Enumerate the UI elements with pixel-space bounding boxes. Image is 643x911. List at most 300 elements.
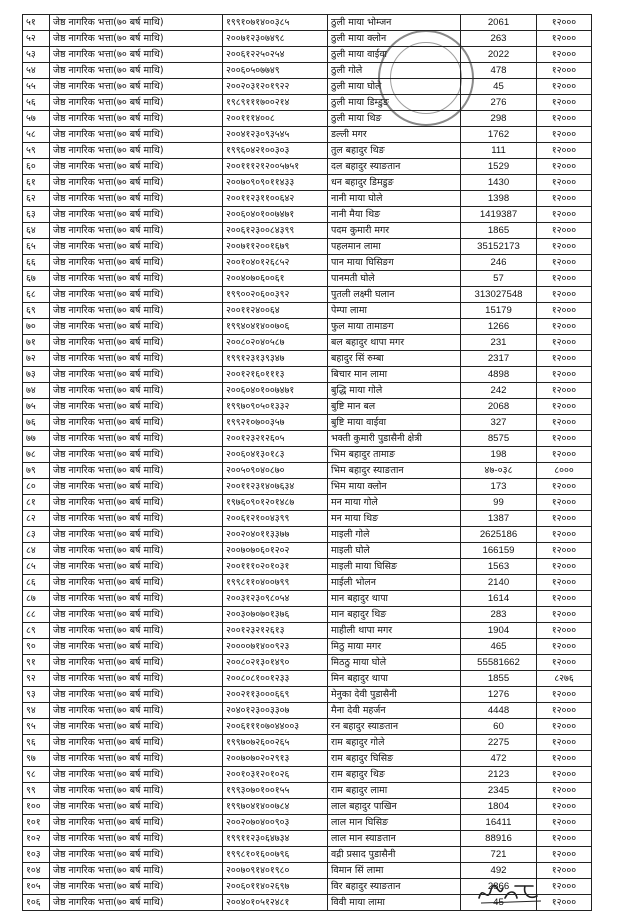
serial-number-cell: ५३ (23, 47, 50, 63)
account-number-cell: 45 (461, 79, 537, 95)
allowance-type-cell: जेष्ठ नागरिक भत्ता(७० बर्ष माथि) (50, 719, 223, 735)
allowance-amount-cell: १२००० (537, 495, 592, 511)
allowance-type-cell: जेष्ठ नागरिक भत्ता(७० बर्ष माथि) (50, 239, 223, 255)
serial-number-cell: ७७ (23, 431, 50, 447)
table-row (23, 831, 592, 847)
beneficiary-name-cell: नानी मैया थिङ (328, 207, 461, 223)
account-number-cell: 2123 (461, 767, 537, 783)
allowance-type-cell: जेष्ठ नागरिक भत्ता(७० बर्ष माथि) (50, 223, 223, 239)
serial-number-cell: ७४ (23, 383, 50, 399)
serial-number-cell: ६१ (23, 175, 50, 191)
beneficiary-name-cell: पानमती घोले (328, 271, 461, 287)
beneficiary-name-cell: पहलमान लामा (328, 239, 461, 255)
account-number-cell: 2068 (461, 399, 537, 415)
beneficiary-name-cell: विवी माया लामा (328, 895, 461, 911)
account-number-cell: 57 (461, 271, 537, 287)
allowance-amount-cell: १२००० (537, 527, 592, 543)
citizenship-number-cell: १९९६०४२१००३०३ (223, 143, 328, 159)
beneficiary-name-cell: भिम माया क्लोन (328, 479, 461, 495)
allowance-type-cell: जेष्ठ नागरिक भत्ता(७० बर्ष माथि) (50, 335, 223, 351)
citizenship-number-cell: २००७१२३०७४९८ (223, 31, 328, 47)
account-number-cell: 1398 (461, 191, 537, 207)
serial-number-cell: ९३ (23, 687, 50, 703)
citizenship-number-cell: २००६०४०१००७४७१ (223, 207, 328, 223)
serial-number-cell: १०४ (23, 863, 50, 879)
allowance-amount-cell: १२००० (537, 223, 592, 239)
serial-number-cell: ८६ (23, 575, 50, 591)
citizenship-number-cell: १९९११२३०६४७३४ (223, 831, 328, 847)
citizenship-number-cell: १९९१०७१४००३८५ (223, 15, 328, 31)
allowance-type-cell: जेष्ठ नागरिक भत्ता(७० बर्ष माथि) (50, 671, 223, 687)
allowance-type-cell: जेष्ठ नागरिक भत्ता(७० बर्ष माथि) (50, 607, 223, 623)
beneficiary-name-cell: ठुली माया घोले (328, 79, 461, 95)
allowance-amount-cell: १२००० (537, 591, 592, 607)
beneficiary-name-cell: भिम बहादुर स्याङतान (328, 463, 461, 479)
account-number-cell: 1904 (461, 623, 537, 639)
allowance-type-cell: जेष्ठ नागरिक भत्ता(७० बर्ष माथि) (50, 463, 223, 479)
serial-number-cell: ६२ (23, 191, 50, 207)
citizenship-number-cell: २००२०७०४००९०३ (223, 815, 328, 831)
citizenship-number-cell: २००००७१४००९२३ (223, 639, 328, 655)
citizenship-number-cell: २००२०३१२०१९२२ (223, 79, 328, 95)
beneficiary-name-cell: ठुली माया वाईवा (328, 47, 461, 63)
allowance-amount-cell: १२००० (537, 639, 592, 655)
table-row (23, 559, 592, 575)
serial-number-cell: १०० (23, 799, 50, 815)
beneficiary-name-cell: विर बहादुर स्याङतान (328, 879, 461, 895)
citizenship-number-cell: २००११२३१४०७६३४ (223, 479, 328, 495)
account-number-cell: 198 (461, 447, 537, 463)
allowance-type-cell: जेष्ठ नागरिक भत्ता(७० बर्ष माथि) (50, 431, 223, 447)
beneficiary-name-cell: डल्ली मगर (328, 127, 461, 143)
serial-number-cell: १०२ (23, 831, 50, 847)
serial-number-cell: ९० (23, 639, 50, 655)
account-number-cell: 1563 (461, 559, 537, 575)
serial-number-cell: ९७ (23, 751, 50, 767)
allowance-amount-cell: १२००० (537, 383, 592, 399)
beneficiary-name-cell: ठुली माया थिङ (328, 111, 461, 127)
account-number-cell: 2625186 (461, 527, 537, 543)
beneficiary-name-cell: ठुली माया भोम्जन (328, 15, 461, 31)
allowance-amount-cell: १२००० (537, 623, 592, 639)
serial-number-cell: ५२ (23, 31, 50, 47)
serial-number-cell: ६३ (23, 207, 50, 223)
serial-number-cell: १०३ (23, 847, 50, 863)
allowance-type-cell: जेष्ठ नागरिक भत्ता(७० बर्ष माथि) (50, 287, 223, 303)
account-number-cell: 2345 (461, 783, 537, 799)
allowance-amount-cell: १२००० (537, 399, 592, 415)
account-number-cell: 276 (461, 95, 537, 111)
table-row (23, 143, 592, 159)
allowance-type-cell: जेष्ठ नागरिक भत्ता(७० बर्ष माथि) (50, 175, 223, 191)
table-row (23, 687, 592, 703)
citizenship-number-cell: २००१११२१२००५७५१ (223, 159, 328, 175)
citizenship-number-cell: २००८०२१३०१४९० (223, 655, 328, 671)
allowance-amount-cell: १२००० (537, 863, 592, 879)
beneficiary-name-cell: लाल बहादुर पाखिन (328, 799, 461, 815)
serial-number-cell: ८९ (23, 623, 50, 639)
beneficiary-name-cell: बिचार मान लामा (328, 367, 461, 383)
allowance-amount-cell: १२००० (537, 255, 592, 271)
table-row (23, 207, 592, 223)
allowance-type-cell: जेष्ठ नागरिक भत्ता(७० बर्ष माथि) (50, 687, 223, 703)
citizenship-number-cell: २००३१२३०९८०५४ (223, 591, 328, 607)
account-number-cell: 283 (461, 607, 537, 623)
table-row (23, 847, 592, 863)
citizenship-number-cell: २००८०२०४०५८७ (223, 335, 328, 351)
allowance-amount-cell: १२००० (537, 303, 592, 319)
citizenship-number-cell: २००११२३११००६४२ (223, 191, 328, 207)
citizenship-number-cell: १९९७०४१४००७८४ (223, 799, 328, 815)
allowance-amount-cell: १२००० (537, 319, 592, 335)
beneficiary-name-cell: माइली घोले (328, 543, 461, 559)
allowance-type-cell: जेष्ठ नागरिक भत्ता(७० बर्ष माथि) (50, 31, 223, 47)
table-row (23, 447, 592, 463)
table-row (23, 463, 592, 479)
table-row (23, 639, 592, 655)
table-row (23, 623, 592, 639)
citizenship-number-cell: १९९८११०४००७९९ (223, 575, 328, 591)
beneficiary-name-cell: पुतली लक्ष्मी घलान (328, 287, 461, 303)
allowance-type-cell: जेष्ठ नागरिक भत्ता(७० बर्ष माथि) (50, 415, 223, 431)
allowance-amount-cell: १२००० (537, 735, 592, 751)
beneficiary-name-cell: बल बहादुर थापा मगर (328, 335, 461, 351)
allowance-type-cell: जेष्ठ नागरिक भत्ता(७० बर्ष माथि) (50, 111, 223, 127)
table-row (23, 239, 592, 255)
allowance-type-cell: जेष्ठ नागरिक भत्ता(७० बर्ष माथि) (50, 639, 223, 655)
allowance-type-cell: जेष्ठ नागरिक भत्ता(७० बर्ष माथि) (50, 383, 223, 399)
account-number-cell: 478 (461, 63, 537, 79)
beneficiary-name-cell: धन बहादुर डिमडुङ (328, 175, 461, 191)
allowance-amount-cell: ८००० (537, 463, 592, 479)
allowance-amount-cell: १२००० (537, 367, 592, 383)
beneficiary-name-cell: भिम बहादुर तामाङ (328, 447, 461, 463)
serial-number-cell: ६० (23, 159, 50, 175)
beneficiary-name-cell: बुद्धि माया गोले (328, 383, 461, 399)
allowance-amount-cell: १२००० (537, 207, 592, 223)
allowance-amount-cell: १२००० (537, 655, 592, 671)
allowance-amount-cell: १२००० (537, 687, 592, 703)
allowance-type-cell: जेष्ठ नागरिक भत्ता(७० बर्ष माथि) (50, 79, 223, 95)
table-row (23, 63, 592, 79)
beneficiary-name-cell: मिन बहादुर थापा (328, 671, 461, 687)
allowance-amount-cell: १२००० (537, 783, 592, 799)
serial-number-cell: ९४ (23, 703, 50, 719)
allowance-type-cell: जेष्ठ नागरिक भत्ता(७० बर्ष माथि) (50, 703, 223, 719)
allowance-amount-cell: १२००० (537, 191, 592, 207)
citizenship-number-cell: २००११२४००६४ (223, 303, 328, 319)
allowance-type-cell: जेष्ठ नागरिक भत्ता(७० बर्ष माथि) (50, 351, 223, 367)
allowance-amount-cell: १२००० (537, 479, 592, 495)
allowance-amount-cell: १२००० (537, 447, 592, 463)
table-row (23, 335, 592, 351)
allowance-type-cell: जेष्ठ नागरिक भत्ता(७० बर्ष माथि) (50, 527, 223, 543)
allowance-type-cell: जेष्ठ नागरिक भत्ता(७० बर्ष माथि) (50, 319, 223, 335)
table-row (23, 479, 592, 495)
allowance-type-cell: जेष्ठ नागरिक भत्ता(७० बर्ष माथि) (50, 159, 223, 175)
table-row (23, 287, 592, 303)
allowance-type-cell: जेष्ठ नागरिक भत्ता(७० बर्ष माथि) (50, 895, 223, 911)
serial-number-cell: ९९ (23, 783, 50, 799)
beneficiary-name-cell: लाल मान घिसिङ (328, 815, 461, 831)
allowance-type-cell: जेष्ठ नागरिक भत्ता(७० बर्ष माथि) (50, 751, 223, 767)
citizenship-number-cell: २००६१११०७०४४००३ (223, 719, 328, 735)
allowance-type-cell: जेष्ठ नागरिक भत्ता(७० बर्ष माथि) (50, 863, 223, 879)
beneficiary-name-cell: मन माया थिङ (328, 511, 461, 527)
table-row (23, 527, 592, 543)
citizenship-number-cell: २००१०४०१२६८५२ (223, 255, 328, 271)
allowance-amount-cell: १२००० (537, 767, 592, 783)
citizenship-number-cell: २००६०४०१००७४७१ (223, 383, 328, 399)
citizenship-number-cell: १९९३०७०१००१५५ (223, 783, 328, 799)
table-row (23, 511, 592, 527)
table-row (23, 783, 592, 799)
allowance-type-cell: जेष्ठ नागरिक भत्ता(७० बर्ष माथि) (50, 207, 223, 223)
allowance-amount-cell: १२००० (537, 879, 592, 895)
citizenship-number-cell: २००४०७०६००६१ (223, 271, 328, 287)
account-number-cell: 1804 (461, 799, 537, 815)
allowance-type-cell: जेष्ठ नागरिक भत्ता(७० बर्ष माथि) (50, 47, 223, 63)
citizenship-number-cell: २००७०७०२०२९१३ (223, 751, 328, 767)
beneficiary-name-cell: बुष्टि माया वाईवा (328, 415, 461, 431)
allowance-amount-cell: १२००० (537, 159, 592, 175)
allowance-type-cell: जेष्ठ नागरिक भत्ता(७० बर्ष माथि) (50, 15, 223, 31)
table-row (23, 191, 592, 207)
serial-number-cell: ६७ (23, 271, 50, 287)
allowance-amount-cell: १२००० (537, 287, 592, 303)
citizenship-number-cell: १९८९१११७००२१४ (223, 95, 328, 111)
citizenship-number-cell: २००८०८१००१२३३ (223, 671, 328, 687)
beneficiary-name-cell: दल बहादुर स्याङतान (328, 159, 461, 175)
beneficiary-name-cell: मान बहादुर थिङ (328, 607, 461, 623)
account-number-cell: 45 (461, 895, 537, 911)
account-number-cell: 15179 (461, 303, 537, 319)
beneficiary-name-cell: पदम कुमारी मगर (328, 223, 461, 239)
allowance-amount-cell: १२००० (537, 847, 592, 863)
beneficiary-name-cell: राम बहादुर घिसिङ (328, 751, 461, 767)
account-number-cell: 55581662 (461, 655, 537, 671)
account-number-cell: 263 (461, 31, 537, 47)
citizenship-number-cell: २००७११२००१६७९ (223, 239, 328, 255)
allowance-type-cell: जेष्ठ नागरिक भत्ता(७० बर्ष माथि) (50, 63, 223, 79)
table-row (23, 175, 592, 191)
table-row (23, 591, 592, 607)
table-row (23, 223, 592, 239)
account-number-cell: 1762 (461, 127, 537, 143)
account-number-cell: 1529 (461, 159, 537, 175)
citizenship-number-cell: १९९७०९०५०१३३२ (223, 399, 328, 415)
serial-number-cell: ८८ (23, 607, 50, 623)
allowance-type-cell: जेष्ठ नागरिक भत्ता(७० बर्ष माथि) (50, 191, 223, 207)
allowance-amount-cell: १२००० (537, 127, 592, 143)
citizenship-number-cell: २००३०७०७०१३७६ (223, 607, 328, 623)
citizenship-number-cell: १९७६०९०१२०१४८७ (223, 495, 328, 511)
account-number-cell: 173 (461, 479, 537, 495)
account-number-cell: 2061 (461, 15, 537, 31)
beneficiary-name-cell: मैना देवी महर्जन (328, 703, 461, 719)
allowance-amount-cell: १२००० (537, 415, 592, 431)
account-number-cell: 4448 (461, 703, 537, 719)
allowance-type-cell: जेष्ठ नागरिक भत्ता(७० बर्ष माथि) (50, 303, 223, 319)
citizenship-number-cell: २००६०५०७७४९ (223, 63, 328, 79)
allowance-amount-cell: १२००० (537, 63, 592, 79)
beneficiary-name-cell: माइली गोले (328, 527, 461, 543)
beneficiary-name-cell: ठुली गोले (328, 63, 461, 79)
beneficiary-name-cell: तुल बहादुर थिङ (328, 143, 461, 159)
table-row (23, 319, 592, 335)
table-row (23, 799, 592, 815)
serial-number-cell: ९१ (23, 655, 50, 671)
beneficiary-name-cell: मन माया गोले (328, 495, 461, 511)
citizenship-number-cell: २००१२१६०१११३ (223, 367, 328, 383)
citizenship-number-cell: २००१११०२०१०३१ (223, 559, 328, 575)
allowance-amount-cell: १२००० (537, 335, 592, 351)
serial-number-cell: ८५ (23, 559, 50, 575)
serial-number-cell: ५७ (23, 111, 50, 127)
citizenship-number-cell: १९९१२३१३९३४७ (223, 351, 328, 367)
allowance-amount-cell: १२००० (537, 95, 592, 111)
allowance-type-cell: जेष्ठ नागरिक भत्ता(७० बर्ष माथि) (50, 271, 223, 287)
allowance-amount-cell: १२००० (537, 575, 592, 591)
citizenship-number-cell: २००७०९१४०१९८० (223, 863, 328, 879)
serial-number-cell: ७० (23, 319, 50, 335)
allowance-amount-cell: १२००० (537, 431, 592, 447)
account-number-cell: 231 (461, 335, 537, 351)
allowance-type-cell: जेष्ठ नागरिक भत्ता(७० बर्ष माथि) (50, 831, 223, 847)
account-number-cell: 1865 (461, 223, 537, 239)
serial-number-cell: ५५ (23, 79, 50, 95)
account-number-cell: 298 (461, 111, 537, 127)
table-row (23, 255, 592, 271)
table-row (23, 815, 592, 831)
table-row (23, 383, 592, 399)
account-number-cell: 2317 (461, 351, 537, 367)
account-number-cell: 1276 (461, 687, 537, 703)
account-number-cell: 242 (461, 383, 537, 399)
serial-number-cell: १०१ (23, 815, 50, 831)
beneficiary-name-cell: वद्री प्रसाद पुडासैनी (328, 847, 461, 863)
citizenship-number-cell: २००६०११४०२६९७ (223, 879, 328, 895)
citizenship-number-cell: २००२०४०११३३७७ (223, 527, 328, 543)
serial-number-cell: ९२ (23, 671, 50, 687)
serial-number-cell: १०५ (23, 879, 50, 895)
allowance-amount-cell: १२००० (537, 351, 592, 367)
beneficiary-name-cell: मिठठु माया घोले (328, 655, 461, 671)
serial-number-cell: ८० (23, 479, 50, 495)
table-row (23, 607, 592, 623)
citizenship-number-cell: २००७०९०९०११४३३ (223, 175, 328, 191)
serial-number-cell: ५६ (23, 95, 50, 111)
table-row (23, 303, 592, 319)
citizenship-number-cell: २००१११४००८ (223, 111, 328, 127)
account-number-cell: 246 (461, 255, 537, 271)
table-row (23, 31, 592, 47)
table-row (23, 95, 592, 111)
serial-number-cell: ८१ (23, 495, 50, 511)
serial-number-cell: ७३ (23, 367, 50, 383)
citizenship-number-cell: २००६१२२५०२५४ (223, 47, 328, 63)
serial-number-cell: ८३ (23, 527, 50, 543)
beneficiary-name-cell: विमान सिं लामा (328, 863, 461, 879)
table-row (23, 79, 592, 95)
allowance-type-cell: जेष्ठ नागरिक भत्ता(७० बर्ष माथि) (50, 447, 223, 463)
citizenship-number-cell: २००५०९०४०८७० (223, 463, 328, 479)
serial-number-cell: ७६ (23, 415, 50, 431)
allowance-amount-cell: १२००० (537, 79, 592, 95)
allowance-type-cell: जेष्ठ नागरिक भत्ता(७० बर्ष माथि) (50, 367, 223, 383)
allowance-type-cell: जेष्ठ नागरिक भत्ता(७० बर्ष माथि) (50, 847, 223, 863)
table-row (23, 719, 592, 735)
citizenship-number-cell: १९९८१०१६००७९६ (223, 847, 328, 863)
table-row (23, 271, 592, 287)
account-number-cell: ४७-०३८ (461, 463, 537, 479)
account-number-cell: 1419387 (461, 207, 537, 223)
allowance-type-cell: जेष्ठ नागरिक भत्ता(७० बर्ष माथि) (50, 815, 223, 831)
allowance-amount-cell: १२००० (537, 751, 592, 767)
account-number-cell: 1387 (461, 511, 537, 527)
allowance-amount-cell: १२००० (537, 143, 592, 159)
office-seal-stamp (378, 30, 474, 126)
account-number-cell: 111 (461, 143, 537, 159)
serial-number-cell: ६८ (23, 287, 50, 303)
citizenship-number-cell: २००४१२३०९३५४५ (223, 127, 328, 143)
table-row (23, 47, 592, 63)
account-number-cell: 1614 (461, 591, 537, 607)
allowance-amount-cell: १२००० (537, 511, 592, 527)
table-row (23, 863, 592, 879)
beneficiary-name-cell: पान माया घिसिङग (328, 255, 461, 271)
beneficiary-name-cell: ठुली माया डिम्डुङ (328, 95, 461, 111)
account-number-cell: 2275 (461, 735, 537, 751)
account-number-cell: 8575 (461, 431, 537, 447)
allowance-type-cell: जेष्ठ नागरिक भत्ता(७० बर्ष माथि) (50, 655, 223, 671)
serial-number-cell: ७९ (23, 463, 50, 479)
table-row (23, 431, 592, 447)
allowance-type-cell: जेष्ठ नागरिक भत्ता(७० बर्ष माथि) (50, 767, 223, 783)
beneficiary-name-cell: फुल माया तामाङग (328, 319, 461, 335)
allowance-type-cell: जेष्ठ नागरिक भत्ता(७० बर्ष माथि) (50, 511, 223, 527)
beneficiary-name-cell: मिठु माया मगर (328, 639, 461, 655)
citizenship-number-cell: २००२११३०००६६९ (223, 687, 328, 703)
serial-number-cell: ६६ (23, 255, 50, 271)
allowance-amount-cell: १२००० (537, 31, 592, 47)
beneficiary-name-cell: बुष्टि मान बल (328, 399, 461, 415)
serial-number-cell: ८२ (23, 511, 50, 527)
serial-number-cell: ९५ (23, 719, 50, 735)
citizenship-number-cell: २००७०७०६०१२०२ (223, 543, 328, 559)
table-row (23, 671, 592, 687)
allowance-type-cell: जेष्ठ नागरिक भत्ता(७० बर्ष माथि) (50, 879, 223, 895)
citizenship-number-cell: २००६०४१३०१८३ (223, 447, 328, 463)
table-row (23, 15, 592, 31)
allowance-type-cell: जेष्ठ नागरिक भत्ता(७० बर्ष माथि) (50, 543, 223, 559)
allowance-amount-cell: १२००० (537, 47, 592, 63)
allowance-type-cell: जेष्ठ नागरिक भत्ता(७० बर्ष माथि) (50, 127, 223, 143)
serial-number-cell: ६५ (23, 239, 50, 255)
table-row (23, 127, 592, 143)
allowance-amount-cell: १२००० (537, 559, 592, 575)
allowance-amount-cell: १२००० (537, 175, 592, 191)
account-number-cell: 1430 (461, 175, 537, 191)
table-row (23, 575, 592, 591)
account-number-cell: 99 (461, 495, 537, 511)
allowance-type-cell: जेष्ठ नागरिक भत्ता(७० बर्ष माथि) (50, 495, 223, 511)
beneficiary-name-cell: राम बहादुर लामा (328, 783, 461, 799)
serial-number-cell: ७१ (23, 335, 50, 351)
table-body (23, 15, 592, 911)
beneficiary-name-cell: रन बहादुर स्याङतान (328, 719, 461, 735)
account-number-cell: 721 (461, 847, 537, 863)
